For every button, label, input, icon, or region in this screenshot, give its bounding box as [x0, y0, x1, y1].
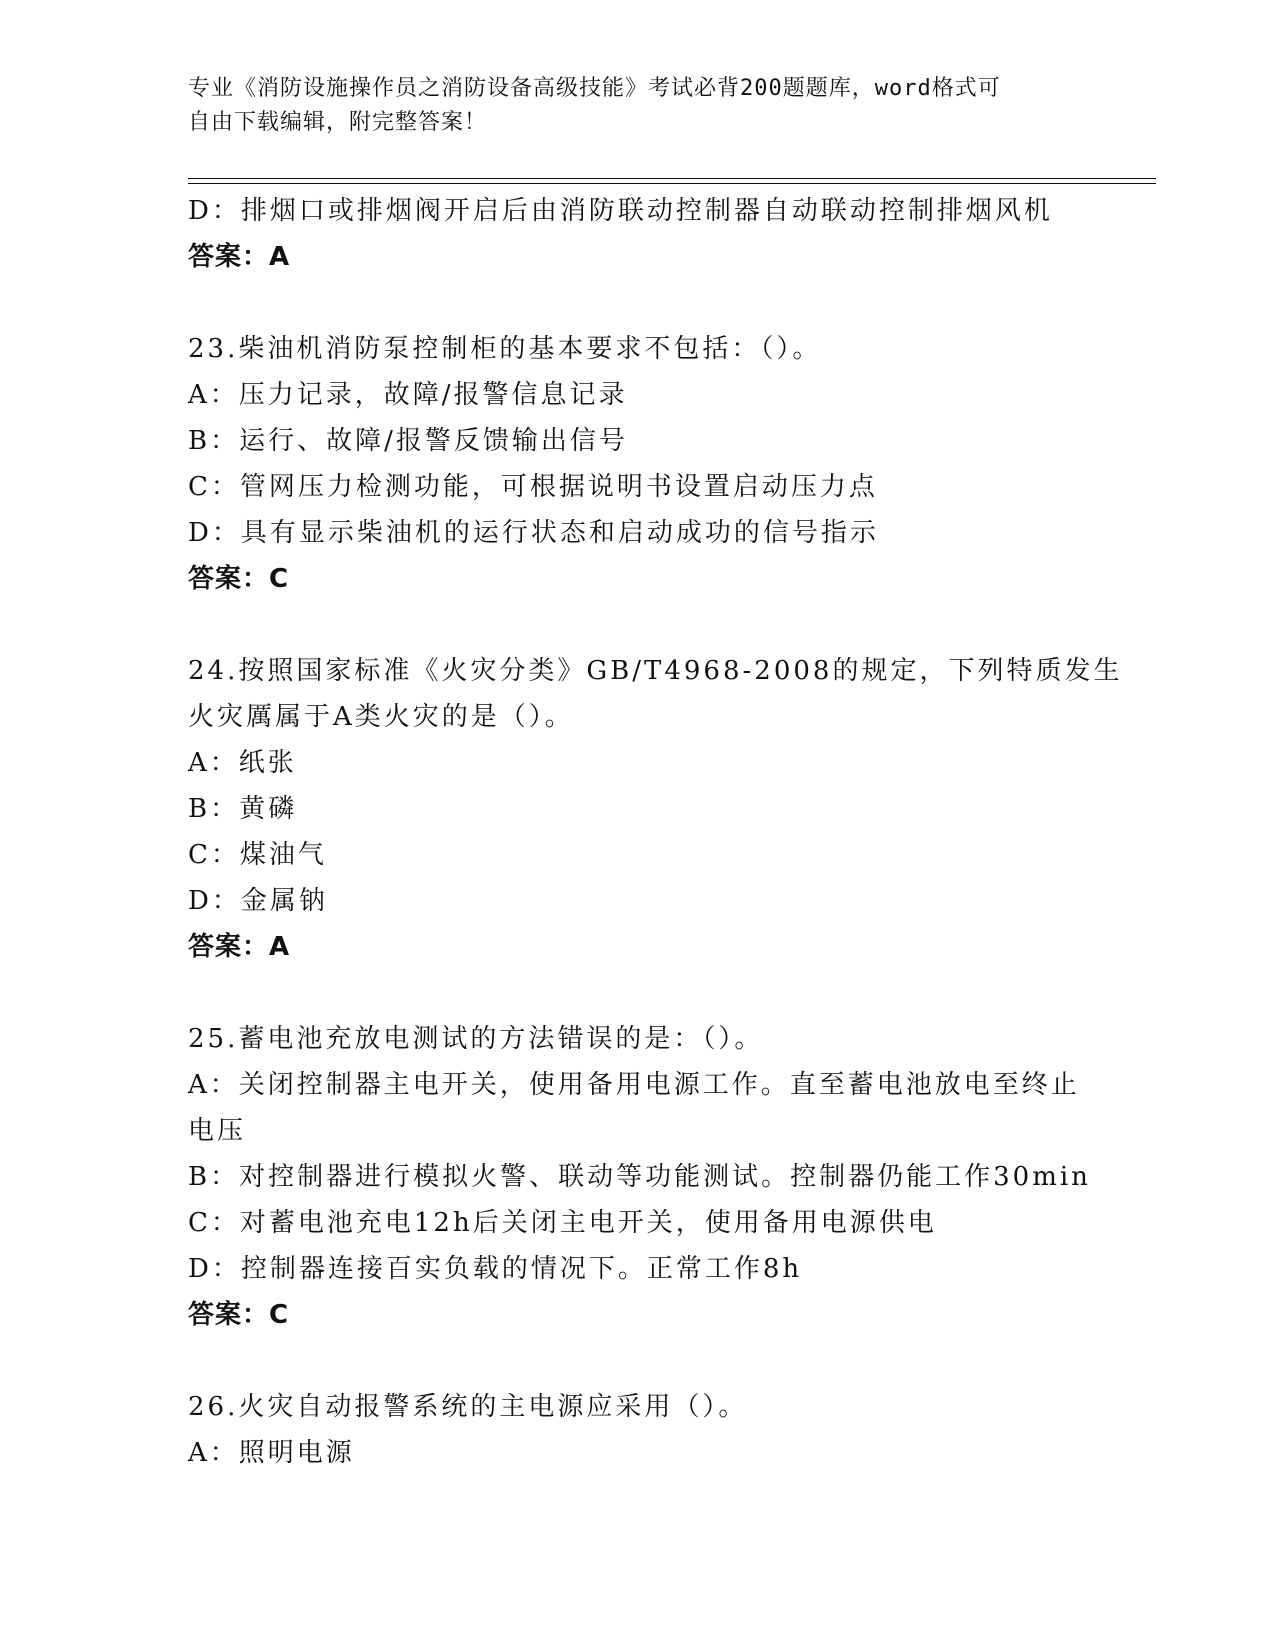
- question-stem-continued: 火灾厲属于A类火灾的是（）。: [188, 702, 574, 732]
- question-25: [188, 1016, 1091, 1338]
- option-b: B：运行、故障/报警反馈输出信号: [188, 426, 628, 456]
- option-d: D：具有显示柴油机的运行状态和启动成功的信号指示: [188, 518, 879, 548]
- answer: 答案：C: [188, 1300, 290, 1330]
- header-divider-bottom: [188, 183, 1156, 184]
- option-a-continued: 电压: [188, 1116, 247, 1146]
- document-header: [188, 72, 1088, 140]
- question-stem: 25.蓄电池充放电测试的方法错误的是：（）。: [188, 1024, 764, 1054]
- option-a: A：压力记录，故障/报警信息记录: [188, 380, 628, 410]
- option-d: D：金属钠: [188, 886, 328, 916]
- option-d: D：排烟口或排烟阀开启后由消防联动控制器自动联动控制排烟风机: [188, 196, 1053, 226]
- option-c: C：管网压力检测功能，可根据说明书设置启动压力点: [188, 472, 878, 502]
- header-line-1: 专业《消防设施操作员之消防设备高级技能》考试必背200题题库，word格式可: [188, 76, 1001, 101]
- question-26: [188, 1384, 1088, 1476]
- answer: 答案：A: [188, 242, 291, 272]
- option-b: B：对控制器进行模拟火警、联动等功能测试。控制器仍能工作30min: [188, 1162, 1091, 1192]
- question-23: [188, 326, 1088, 602]
- option-a: A：纸张: [188, 748, 297, 778]
- answer: 答案：A: [188, 932, 291, 962]
- option-a: A：关闭控制器主电开关，使用备用电源工作。直至蓄电池放电至终止: [188, 1070, 1080, 1100]
- question-24: [188, 648, 1123, 970]
- option-d: D：控制器连接百实负载的情况下。正常工作8h: [188, 1254, 803, 1284]
- option-a: A：照明电源: [188, 1438, 355, 1468]
- question-stem: 26.火灾自动报警系统的主电源应采用（）。: [188, 1392, 748, 1422]
- question-stem: 23.柴油机消防泵控制柜的基本要求不包括：（）。: [188, 334, 822, 364]
- answer: 答案：C: [188, 564, 290, 594]
- question-list: [188, 188, 1123, 1476]
- option-c: C：对蓄电池充电12h后关闭主电开关，使用备用电源供电: [188, 1208, 937, 1238]
- option-c: C：煤油气: [188, 840, 327, 870]
- question-stem: 24.按照国家标准《火灾分类》GB/T4968-2008的规定，下列特质发生: [188, 656, 1123, 686]
- header-divider-top: [188, 178, 1156, 179]
- header-line-2: 自由下载编辑，附完整答案！: [188, 110, 488, 135]
- option-b: B：黄磷: [188, 794, 298, 824]
